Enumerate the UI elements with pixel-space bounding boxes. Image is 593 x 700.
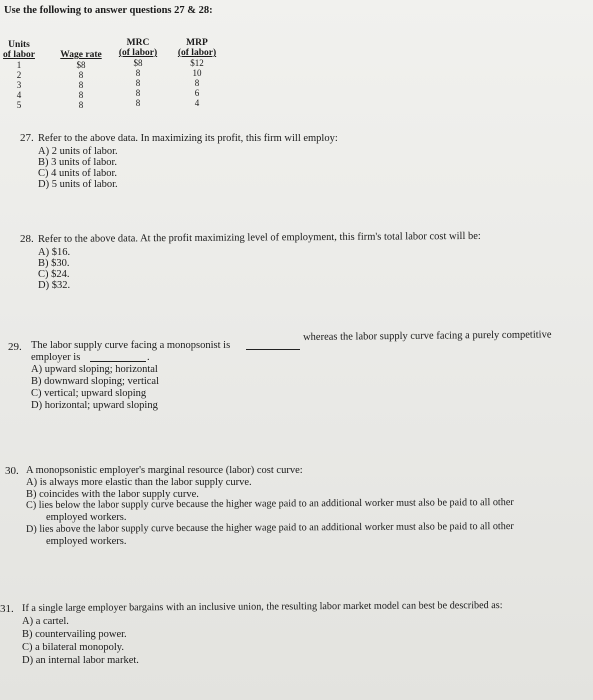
question-number: 28. bbox=[20, 233, 34, 245]
answer-option: A) $16. bbox=[38, 247, 71, 258]
mrp-cell: 4 bbox=[194, 98, 200, 108]
question-text: Refer to the above data. At the profit maximizing level of employment, this firm's total labor cost will be: bbox=[38, 230, 481, 245]
question-number: 29. bbox=[8, 341, 22, 353]
answer-option: A) upward sloping; horizontal bbox=[31, 364, 158, 375]
question-number: 27. bbox=[20, 132, 34, 144]
answer-option: D) lies above the labor supply curve because the higher wage paid to an additional worker must also be paid to all other bbox=[26, 521, 514, 535]
answer-option: C) $24. bbox=[38, 269, 70, 280]
question-text-part-b: whereas the labor supply curve facing a purely competitive bbox=[303, 329, 552, 343]
question-text-part-c: employer is bbox=[31, 352, 81, 363]
question-number: 30. bbox=[5, 465, 19, 477]
units-header-bottom: of labor bbox=[3, 50, 35, 60]
wage-column bbox=[55, 50, 107, 110]
answer-option: A) 2 units of labor. bbox=[38, 146, 118, 157]
answer-option: D) an internal labor market. bbox=[22, 655, 139, 666]
answer-option: C) 4 units of labor. bbox=[38, 168, 118, 179]
intro-text: Use the following to answer questions 27 & 28: bbox=[4, 5, 213, 16]
units-column bbox=[2, 40, 36, 110]
units-cell: 5 bbox=[16, 100, 22, 110]
question-text: Refer to the above data. In maximizing its profit, this firm will employ: bbox=[38, 133, 338, 144]
question-text-period: . bbox=[147, 352, 150, 363]
answer-option: B) downward sloping; vertical bbox=[31, 376, 160, 387]
answer-option: C) lies below the labor supply curve because the higher wage paid to an additional worker must also be paid to all other bbox=[26, 497, 514, 511]
question-text-part-a: The labor supply curve facing a monopsonist is bbox=[31, 340, 231, 351]
mrc-header-top: MRC bbox=[126, 38, 150, 48]
answer-option: C) vertical; upward sloping bbox=[31, 388, 147, 399]
mrc-cell: 8 bbox=[135, 78, 141, 88]
answer-option: D) $32. bbox=[38, 280, 71, 291]
wage-cell: $8 bbox=[76, 60, 86, 70]
wage-cell: 8 bbox=[78, 70, 84, 80]
answer-option: D) 5 units of labor. bbox=[38, 179, 118, 190]
units-cell: 3 bbox=[16, 80, 22, 90]
answer-option-continuation: employed workers. bbox=[46, 512, 127, 523]
answer-option: B) 3 units of labor. bbox=[38, 157, 118, 168]
units-cell: 1 bbox=[16, 60, 22, 70]
mrp-cell: 10 bbox=[192, 68, 202, 78]
mrc-cell: 8 bbox=[135, 98, 141, 108]
mrp-cell: 6 bbox=[194, 88, 200, 98]
wage-cell: 8 bbox=[78, 80, 84, 90]
question-number: 31. bbox=[0, 603, 14, 615]
answer-option: B) $30. bbox=[38, 258, 70, 269]
question-text: If a single large employer bargains with an inclusive union, the resulting labor market model can best be described as: bbox=[22, 600, 503, 614]
mrp-header-bottom: (of labor) bbox=[177, 48, 217, 58]
mrc-cell: 8 bbox=[135, 88, 141, 98]
answer-option: D) horizontal; upward sloping bbox=[31, 400, 158, 411]
mrp-cell: $12 bbox=[190, 58, 204, 68]
answer-option-continuation: employed workers. bbox=[46, 536, 127, 547]
answer-option: C) a bilateral monopoly. bbox=[22, 642, 124, 653]
mrp-cell: 8 bbox=[194, 78, 200, 88]
units-cell: 4 bbox=[16, 90, 22, 100]
mrc-header-bottom: (of labor) bbox=[118, 48, 158, 58]
answer-option: B) coincides with the labor supply curve. bbox=[26, 489, 199, 500]
units-header-top: Units bbox=[8, 40, 30, 50]
wage-cell: 8 bbox=[78, 100, 84, 110]
mrc-cell: 8 bbox=[135, 68, 141, 78]
mrc-cell: $8 bbox=[133, 58, 143, 68]
mrp-header-top: MRP bbox=[186, 38, 208, 48]
wage-header: Wage rate bbox=[60, 50, 102, 60]
units-cell: 2 bbox=[16, 70, 22, 80]
wage-cell: 8 bbox=[78, 90, 84, 100]
answer-blank-1[interactable] bbox=[246, 340, 300, 353]
mrc-column bbox=[113, 38, 163, 108]
question-text: A monopsonistic employer's marginal resource (labor) cost curve: bbox=[26, 465, 303, 476]
answer-option: B) countervailing power. bbox=[22, 629, 127, 640]
answer-option: A) a cartel. bbox=[22, 616, 69, 627]
mrp-column bbox=[172, 38, 222, 108]
answer-option: A) is always more elastic than the labor supply curve. bbox=[26, 477, 252, 488]
